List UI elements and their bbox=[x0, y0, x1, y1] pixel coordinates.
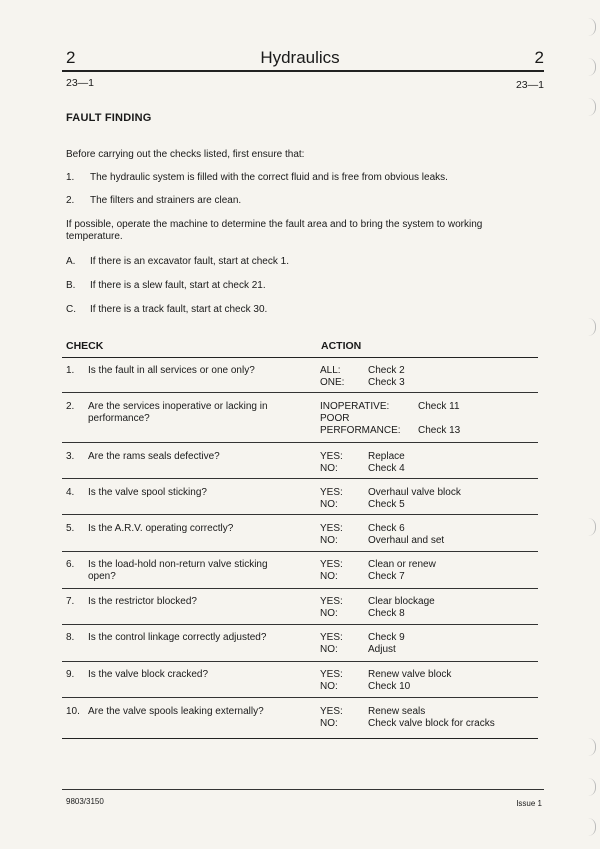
action-cell bbox=[320, 401, 540, 437]
check-question: Are the services inoperative or lacking in performance? bbox=[88, 401, 268, 424]
option-item bbox=[66, 280, 266, 291]
section-title: FAULT FINDING bbox=[66, 112, 152, 124]
action-line bbox=[320, 377, 540, 389]
check-number: 6. bbox=[66, 559, 75, 570]
action-line bbox=[320, 681, 540, 693]
action-condition: NO: bbox=[320, 608, 338, 619]
binder-hole-mark bbox=[583, 58, 596, 76]
action-line bbox=[320, 463, 540, 475]
action-result: Check 10 bbox=[368, 681, 411, 692]
action-line bbox=[320, 571, 540, 583]
check-question: Are the valve spools leaking externally? bbox=[88, 706, 264, 717]
option-letter: A. bbox=[66, 256, 76, 267]
check-number: 1. bbox=[66, 365, 75, 376]
action-cell bbox=[320, 596, 540, 620]
action-result: Renew seals bbox=[368, 706, 426, 717]
condition-text: The hydraulic system is filled with the correct fluid and is free from obvious leaks. bbox=[90, 172, 448, 183]
binder-hole-mark bbox=[583, 318, 596, 336]
action-result: Check 8 bbox=[368, 608, 405, 619]
action-result: Check 6 bbox=[368, 523, 405, 534]
action-result: Renew valve block bbox=[368, 669, 452, 680]
action-line bbox=[320, 596, 540, 608]
action-line bbox=[320, 499, 540, 511]
action-line bbox=[320, 718, 540, 730]
check-number: 2. bbox=[66, 401, 75, 412]
check-question: Are the rams seals defective? bbox=[88, 451, 220, 462]
action-condition: ONE: bbox=[320, 377, 345, 388]
check-number: 10. bbox=[66, 706, 80, 717]
action-condition: INOPERATIVE: bbox=[320, 401, 390, 412]
action-cell bbox=[320, 706, 540, 730]
binder-hole-mark bbox=[583, 518, 596, 536]
action-result: Check 4 bbox=[368, 463, 405, 474]
condition-text: The filters and strainers are clean. bbox=[90, 195, 242, 206]
check-question: Is the fault in all services or one only? bbox=[88, 365, 255, 376]
action-condition: NO: bbox=[320, 571, 338, 582]
action-result: Check 3 bbox=[368, 377, 405, 388]
action-line bbox=[320, 535, 540, 547]
row-divider bbox=[62, 551, 538, 552]
binder-hole-mark bbox=[583, 18, 596, 36]
action-line bbox=[320, 608, 540, 620]
action-line bbox=[320, 706, 540, 718]
issue-label: Issue 1 bbox=[516, 799, 542, 808]
action-condition: NO: bbox=[320, 463, 338, 474]
action-cell bbox=[320, 523, 540, 547]
action-result: Clean or renew bbox=[368, 559, 436, 570]
action-condition: POOR bbox=[320, 413, 350, 424]
check-number: 4. bbox=[66, 487, 75, 498]
row-divider bbox=[62, 738, 538, 739]
column-header-action: ACTION bbox=[321, 340, 362, 352]
check-number: 8. bbox=[66, 632, 75, 643]
option-text: If there is a slew fault, start at check 21. bbox=[90, 280, 266, 291]
action-condition: ALL: bbox=[320, 365, 341, 376]
action-result: Overhaul and set bbox=[368, 535, 445, 546]
action-result: Check valve block for cracks bbox=[368, 718, 495, 729]
action-cell bbox=[320, 669, 540, 693]
header-rule bbox=[62, 70, 544, 72]
action-result: Check 13 bbox=[418, 425, 461, 436]
option-text: If there is a track fault, start at check 30. bbox=[90, 304, 268, 315]
action-line bbox=[320, 487, 540, 499]
action-cell bbox=[320, 365, 540, 389]
document-number: 9803/3150 bbox=[66, 797, 104, 806]
option-item bbox=[66, 304, 267, 315]
option-text: If there is an excavator fault, start at check 1. bbox=[90, 256, 289, 267]
binder-hole-mark bbox=[583, 738, 596, 756]
condition-number: 2. bbox=[66, 195, 75, 206]
check-question: Is the load-hold non-return valve sticking open? bbox=[88, 559, 268, 582]
intro-text: Before carrying out the checks listed, first ensure that: bbox=[66, 149, 305, 160]
condition-number: 1. bbox=[66, 172, 75, 183]
action-result: Check 7 bbox=[368, 571, 405, 582]
row-divider bbox=[62, 478, 538, 479]
action-result: Overhaul valve block bbox=[368, 487, 461, 498]
check-question: Is the restrictor blocked? bbox=[88, 596, 197, 607]
action-condition: NO: bbox=[320, 644, 338, 655]
binder-hole-mark bbox=[583, 818, 596, 836]
action-condition: NO: bbox=[320, 535, 338, 546]
action-result: Check 11 bbox=[418, 401, 460, 412]
check-question: Is the control linkage correctly adjusted? bbox=[88, 632, 267, 643]
footer-rule bbox=[62, 789, 544, 790]
check-number: 5. bbox=[66, 523, 75, 534]
option-item bbox=[66, 256, 289, 267]
check-question: Is the valve spool sticking? bbox=[88, 487, 207, 498]
page-ref-left: 23—1 bbox=[66, 77, 95, 89]
row-divider bbox=[62, 624, 538, 625]
action-line bbox=[320, 365, 540, 377]
action-condition: NO: bbox=[320, 499, 338, 510]
action-cell bbox=[320, 559, 540, 583]
option-letter: B. bbox=[66, 280, 76, 291]
action-cell bbox=[320, 632, 540, 656]
page-ref-right: 23—1 bbox=[515, 79, 544, 91]
action-condition: NO: bbox=[320, 681, 338, 692]
action-line bbox=[320, 401, 540, 413]
action-line bbox=[320, 559, 540, 571]
check-number: 9. bbox=[66, 669, 75, 680]
condition-item bbox=[66, 172, 448, 183]
action-condition: YES: bbox=[320, 669, 343, 680]
action-condition: YES: bbox=[320, 451, 343, 462]
page-title: Hydraulics bbox=[260, 48, 340, 67]
binder-hole-mark bbox=[583, 778, 596, 796]
instruction-paragraph: If possible, operate the machine to determine the fault area and to bring the system to working temperature. bbox=[66, 219, 483, 242]
action-condition: YES: bbox=[320, 523, 343, 534]
action-condition: PERFORMANCE: bbox=[320, 425, 401, 436]
action-result: Clear blockage bbox=[368, 596, 435, 607]
row-divider bbox=[62, 588, 538, 589]
row-divider bbox=[62, 697, 538, 698]
row-divider bbox=[62, 442, 538, 443]
action-result: Replace bbox=[368, 451, 405, 462]
binder-hole-mark bbox=[583, 98, 596, 116]
action-line bbox=[320, 523, 540, 535]
table-header-rule bbox=[62, 357, 538, 358]
check-number: 3. bbox=[66, 451, 75, 462]
row-divider bbox=[62, 392, 538, 393]
action-result: Adjust bbox=[368, 644, 396, 655]
row-divider bbox=[62, 661, 538, 662]
check-question: Is the valve block cracked? bbox=[88, 669, 209, 680]
section-number-right: 2 bbox=[534, 48, 544, 67]
check-number: 7. bbox=[66, 596, 75, 607]
action-result: Check 2 bbox=[368, 365, 405, 376]
condition-item bbox=[66, 195, 241, 206]
action-line bbox=[320, 425, 540, 437]
option-letter: C. bbox=[66, 304, 76, 315]
action-cell bbox=[320, 487, 540, 511]
action-condition: YES: bbox=[320, 596, 343, 607]
section-number-left: 2 bbox=[66, 48, 76, 67]
check-question: Is the A.R.V. operating correctly? bbox=[88, 523, 234, 534]
action-line bbox=[320, 451, 540, 463]
action-result: Check 9 bbox=[368, 632, 405, 643]
action-condition: YES: bbox=[320, 487, 343, 498]
action-condition: YES: bbox=[320, 632, 343, 643]
column-header-check: CHECK bbox=[66, 340, 104, 352]
action-line bbox=[320, 632, 540, 644]
action-condition: YES: bbox=[320, 706, 343, 717]
action-line bbox=[320, 413, 540, 425]
action-condition: NO: bbox=[320, 718, 338, 729]
row-divider bbox=[62, 514, 538, 515]
action-line bbox=[320, 644, 540, 656]
action-result: Check 5 bbox=[368, 499, 405, 510]
action-cell bbox=[320, 451, 540, 475]
action-condition: YES: bbox=[320, 559, 343, 570]
action-line bbox=[320, 669, 540, 681]
